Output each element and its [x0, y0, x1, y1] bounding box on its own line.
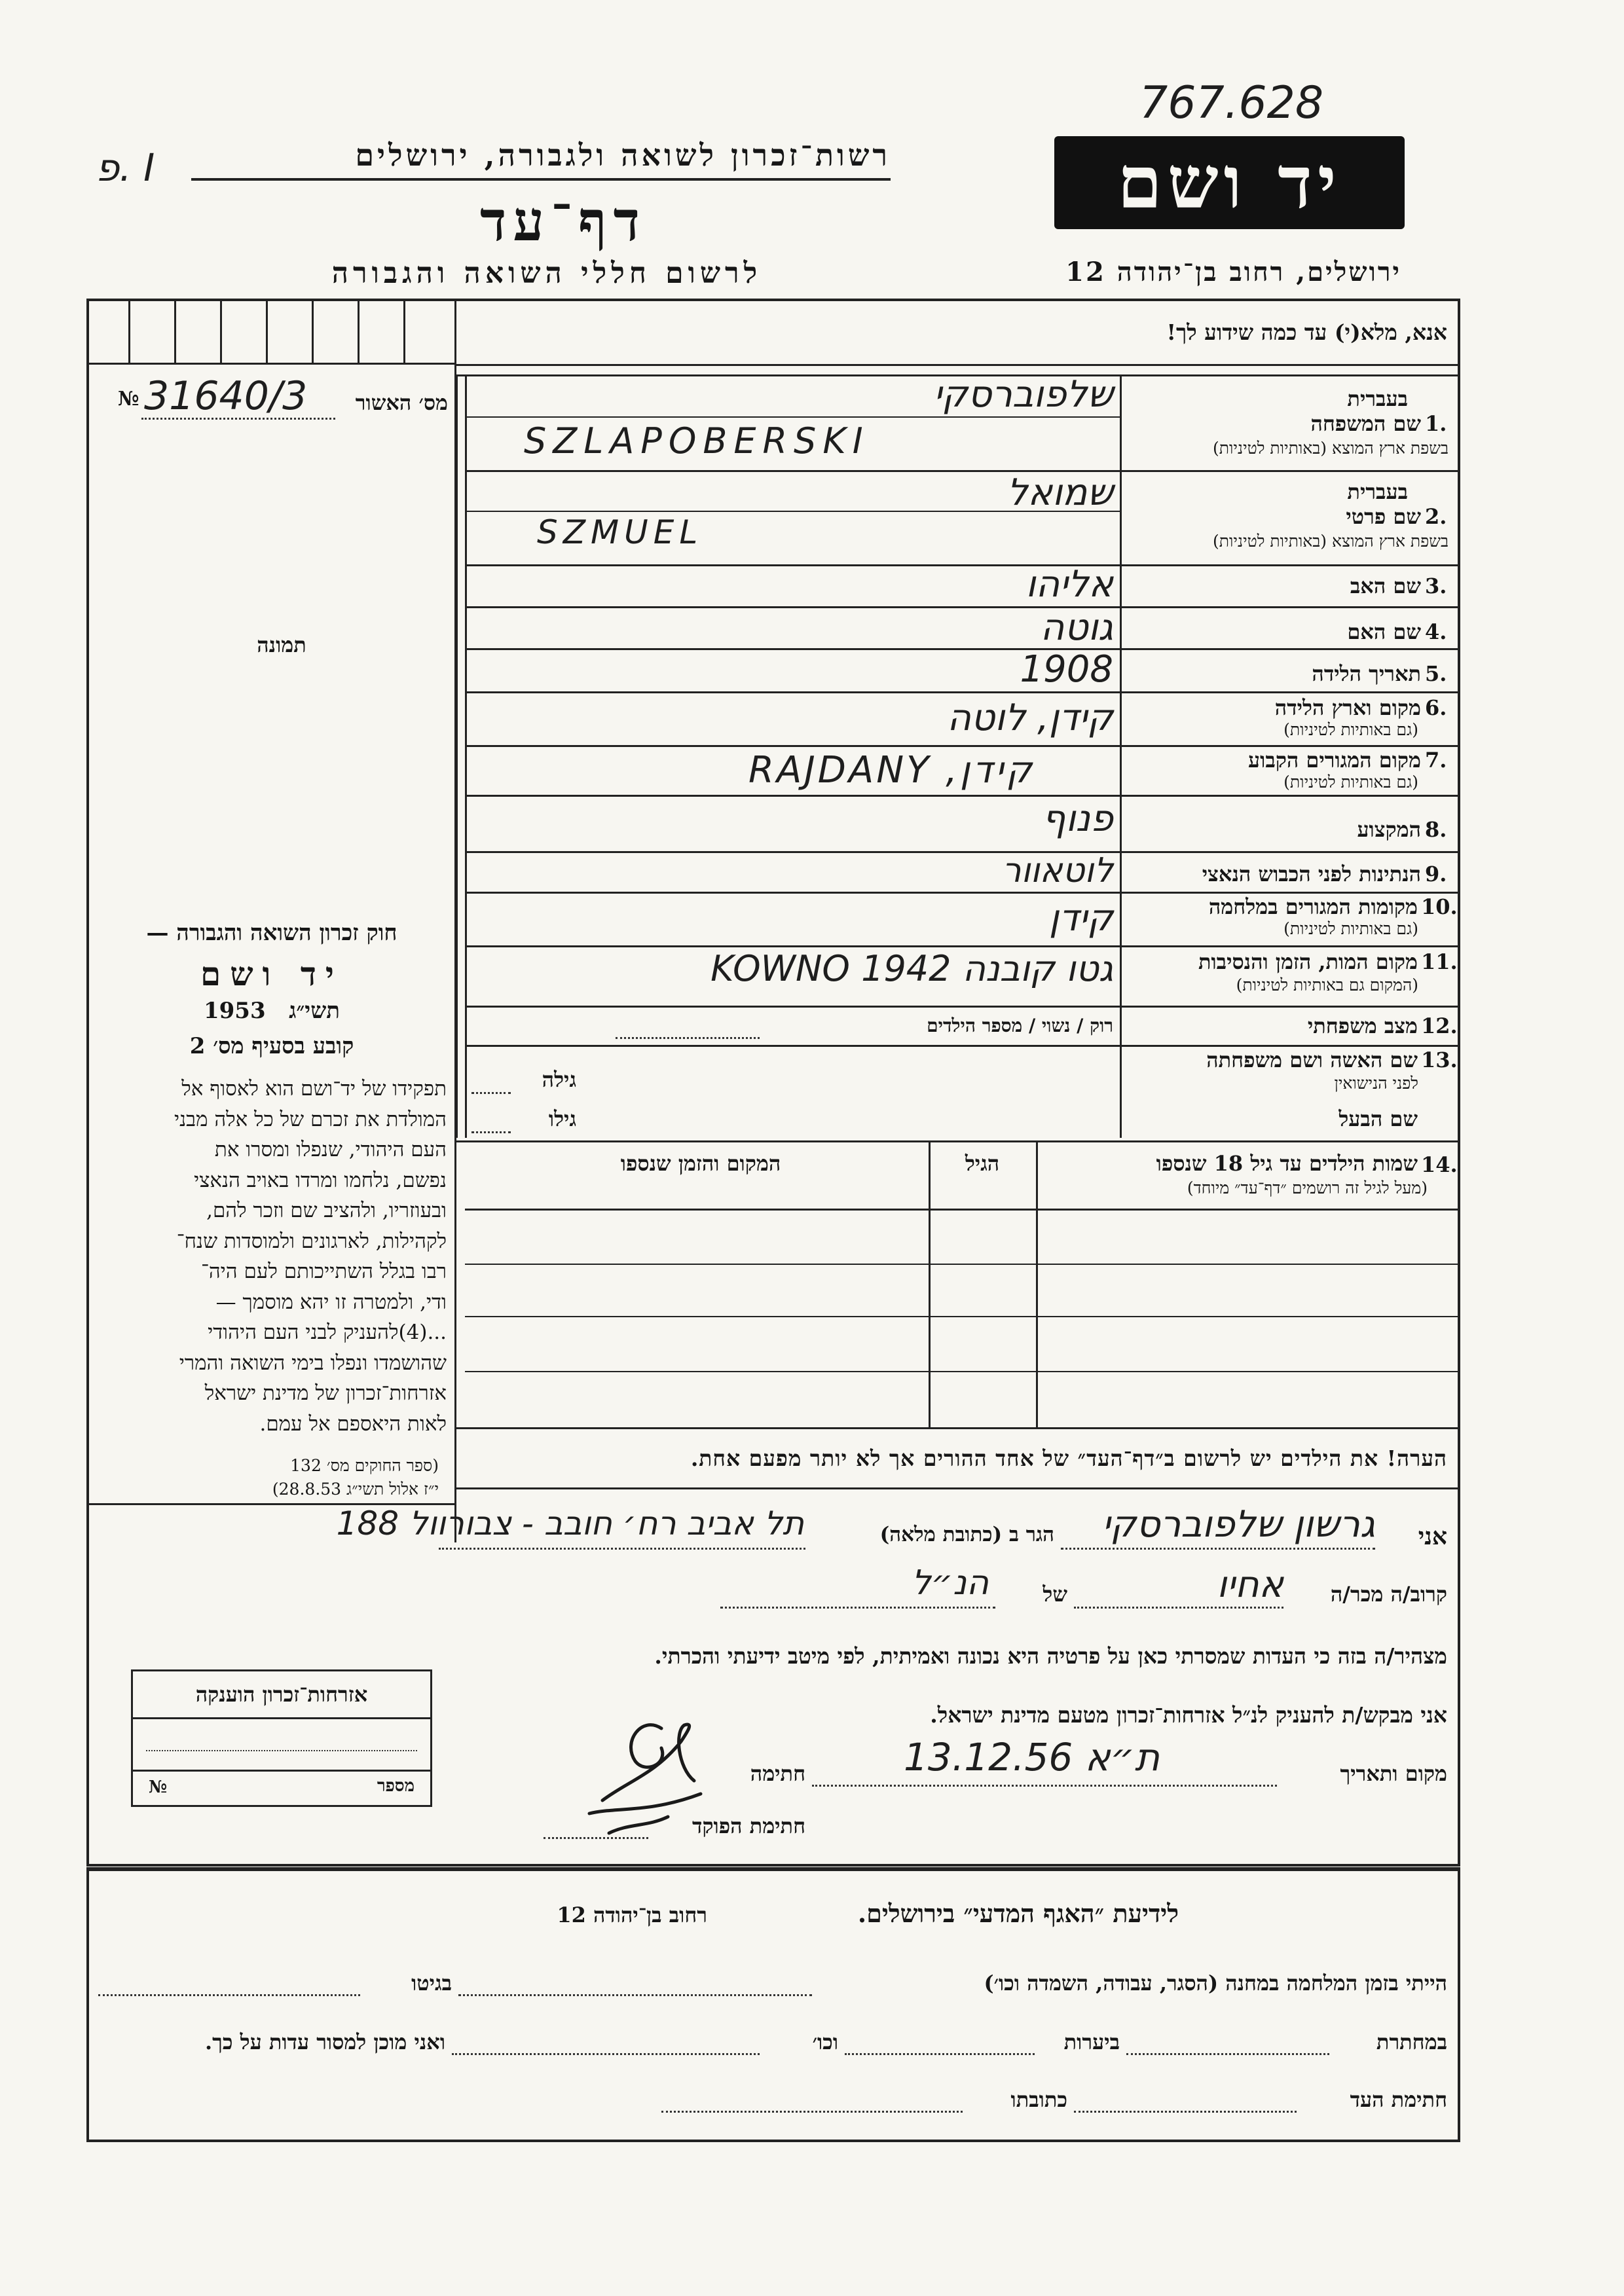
law-line: שהושמדו ונפלו בימי השואה והמרי: [179, 1351, 447, 1375]
handwritten-mark: פ. I: [96, 145, 155, 190]
field-11-num: 11.: [1421, 949, 1458, 974]
children-col-divider-1: [1036, 1140, 1038, 1427]
field-1-tag: בעברית: [1347, 386, 1408, 411]
law-line: לקהילות, לארגונים ולמוסדות שנח־: [176, 1229, 447, 1253]
field-10-num: 10.: [1421, 894, 1458, 919]
law-line: אזרחות־זכרון של מדינת ישראל: [204, 1381, 447, 1405]
field-5-label: תאריך הלידה: [1312, 661, 1421, 686]
citizenship-box-title: אזרחות־זכרון הוענקה: [195, 1682, 368, 1707]
footer-line1-dots-2: [98, 1994, 360, 1996]
footer-title-row: [262, 1899, 1179, 1938]
fields-left-inner: [465, 374, 467, 1138]
field-1-label: שם המשפחה: [1310, 411, 1421, 436]
instruction-divider: [454, 364, 1460, 366]
field-3-num: 3.: [1425, 574, 1447, 598]
footer-line3-dots-a: [1074, 2111, 1297, 2113]
instruction: אנא, מלא(י) עד כמה שידוע לך!: [1166, 319, 1447, 345]
field-5-num: 5.: [1425, 661, 1447, 686]
children-col-age: הגיל: [965, 1151, 1000, 1176]
field-1-latin-value: SZLAPOBERSKI: [524, 420, 870, 462]
footer-line2-a: במחתרת: [1376, 2030, 1447, 2054]
approval-no-line: [141, 418, 335, 420]
place-date-value: 13.12.56 ת״א: [904, 1735, 1160, 1779]
citizenship-box: [131, 1669, 432, 1807]
children-title: שמות הילדים עד גיל 18 שנספו: [1156, 1151, 1418, 1176]
form-title: דף־עד: [479, 189, 646, 253]
declarant-gar-label: הגר ב (כתובת מלאה): [879, 1523, 1054, 1546]
law-title: חוק זכרון השואה והגבורה —: [146, 920, 397, 946]
field-5-value: 1908: [1020, 648, 1113, 691]
label-column-divider: [1120, 374, 1122, 1138]
law-name: יד ושם: [200, 955, 343, 993]
field-7-num: 7.: [1425, 748, 1447, 773]
field-6-value: קידן, לוטה: [947, 697, 1113, 739]
law-line: ובעוזריו, ולהציב שם וזכר להם,: [206, 1199, 447, 1222]
children-col-divider-2: [929, 1140, 931, 1427]
field-1-sub: בשפת ארץ המוצא (באותיות לטיניות): [1213, 439, 1449, 458]
footer-line3-b: כתובתו: [1010, 2087, 1067, 2112]
footer-address: רחוב בן־יהודה 12: [557, 1903, 707, 1927]
field-8-label: המקצוע: [1357, 817, 1421, 842]
handwritten-number: 767.628: [1139, 77, 1324, 129]
approval-no-prefix: №: [118, 388, 139, 410]
relation-line: [1074, 1607, 1283, 1609]
field-3-value: אליהו: [1025, 563, 1113, 606]
field-1-hebrew-value: שלפוברסקי: [933, 373, 1113, 416]
field-6-label: מקום וארץ הלידה: [1274, 695, 1421, 720]
field-13-num: 13.: [1421, 1048, 1458, 1072]
footer-line2-b: ביערות: [1063, 2030, 1120, 2054]
address: ירושלים, רחוב בן־יהודה 12: [1065, 257, 1401, 287]
declarant-name-line: [1061, 1548, 1375, 1550]
field-4-label: שם האם: [1347, 619, 1421, 644]
field-2-sub: בשפת ארץ המוצא (באותיות לטיניות): [1213, 532, 1449, 551]
org-title: רשות־זכרון לשואה ולגבורה, ירושלים: [355, 137, 891, 173]
footer-line3-dots-b: [661, 2111, 963, 2113]
children-num: 14.: [1421, 1152, 1458, 1177]
law-ref: (ספר החוקים מס׳ 132: [290, 1456, 439, 1475]
signature-label: חתימה: [750, 1761, 805, 1786]
yad-vashem-logo: [1054, 136, 1405, 229]
field-12-options: רוק / נשוי / מספר הילדים: [927, 1015, 1113, 1036]
field-8-value: פנוף: [1042, 797, 1113, 840]
org-title-underline: [191, 178, 891, 181]
field-13-sub: לפני הנישואין: [1334, 1074, 1418, 1093]
law-line: העם היהודי, שנפלו ומסרו את: [214, 1138, 447, 1161]
field-7-label: מקום המגורים הקבוע: [1248, 748, 1421, 773]
field-1-num: 1.: [1425, 411, 1447, 436]
field-13-age-label: גילה: [542, 1067, 576, 1092]
field-11-sub: (המקום גם באותיות לטיניות): [1236, 975, 1418, 994]
field-12-num: 12.: [1421, 1013, 1458, 1038]
law-text: [98, 1074, 447, 1439]
declarant-address-line: [439, 1548, 805, 1550]
field-11-value: גטו קובנה 1942 KOWNO: [710, 948, 1113, 989]
note: הערה! את הילדים יש לרשום ב״דף־העד״ של אחד ההורים אך לא יותר מפעם אחת.: [690, 1446, 1447, 1471]
of-line: [720, 1607, 995, 1609]
law-line: רבו בגלל השתייכותם לעם היה־: [200, 1260, 447, 1283]
field-2-tag: בעברית: [1347, 479, 1408, 504]
law-year: 1953: [203, 998, 266, 1024]
children-table-top: [456, 1140, 1460, 1142]
field-3-label: שם האב: [1350, 574, 1421, 598]
footer-title: לידיעת ״האגף המדעי״ בירושלים.: [857, 1899, 1179, 1928]
law-line: לאות היאספם אל עמם.: [259, 1412, 447, 1436]
field-4-num: 4.: [1425, 619, 1447, 644]
law-year-hebrew: תשי״ג: [289, 998, 341, 1024]
field-2-num: 2.: [1425, 504, 1447, 529]
field-12-children-line: [616, 1037, 760, 1039]
relative-label: קרוב/ה מכר/ה: [1330, 1582, 1447, 1607]
officer-line: [544, 1837, 648, 1839]
field-2-hebrew-value: שמואל: [1006, 471, 1113, 514]
field-11-label: מקום המות, הזמן והנסיבות: [1198, 949, 1418, 974]
field-4-value: גוטה: [1040, 606, 1113, 649]
footer-line1-b: בגיטו: [411, 1971, 452, 1995]
law-line: תפקידו של יד־ושם הוא לאסוף אל: [181, 1077, 447, 1101]
request-text: אני מבקש/ת להעניק לנ״ל אזרחות־זכרון מטעם מדינת ישראל.: [930, 1702, 1447, 1728]
of-label: של: [1043, 1582, 1067, 1607]
footer-line1-dots: [458, 1994, 812, 1996]
footer-line2-dots-b: [845, 2053, 1035, 2055]
field-6-sub: (גם באותיות לטיניות): [1283, 720, 1418, 739]
officer-label: חתימת הפוקד: [692, 1813, 805, 1838]
declaration-text: מצהיר/ה בזה כי העדות שמסרתי כאן על פרטיה היא נכונה ואמיתית, לפי מיטב ידיעתי והכרתי.: [654, 1643, 1447, 1669]
law-line: ודי, ולמטרה זו יהא מוסמך —: [215, 1290, 447, 1314]
citizenship-box-no-sign: №: [149, 1777, 168, 1797]
place-date-label: מקום ותאריך: [1340, 1761, 1447, 1786]
field-10-label: מקומות המגורים במלחמה: [1208, 894, 1418, 919]
relation-value: אחיו: [1217, 1563, 1283, 1606]
of-value: הנ״ל: [912, 1563, 989, 1603]
law-section: קובע בסעיף מס׳ 2: [189, 1033, 354, 1059]
law-year-row: [98, 998, 445, 1024]
law-line: נפשם, נלחמו ומרדו באויב הנאצי: [194, 1168, 447, 1192]
field-9-value: לוטאוור: [1002, 851, 1113, 890]
footer-line2-c: וכו׳: [812, 2030, 838, 2054]
logo-text: יד ושם: [1117, 140, 1342, 225]
field-7-value: קידן, RAJDANY: [748, 749, 1035, 792]
footer-line2-d: ואני מוכן למסור עדות על כך.: [204, 2030, 445, 2054]
field-12-label: מצב משפחתי: [1307, 1013, 1418, 1038]
field-13-age-line: [471, 1092, 511, 1094]
approval-no-value: 31640/3: [144, 373, 308, 419]
code-boxes: [89, 301, 454, 364]
field-8-num: 8.: [1425, 817, 1447, 842]
footer-line1-a: הייתי בזמן המלחמה במחנה (הסגר, עבודה, השמדה וכו׳): [984, 1971, 1447, 1995]
law-line: ...(4)להעניק לבני העם היהודי: [208, 1321, 447, 1344]
place-date-line: [812, 1785, 1277, 1787]
field-10-value: קידן: [1048, 897, 1113, 939]
form-subtitle: לרשום חללי השואה והגבורה: [331, 257, 762, 290]
field-10-sub: (גם באותיות לטיניות): [1283, 919, 1418, 938]
field-2-label: שם פרטי: [1346, 504, 1421, 529]
field-9-label: הנתינות לפני הכבוש הנאצי: [1202, 862, 1421, 886]
field-7-sub: (גם באותיות לטיניות): [1283, 773, 1418, 792]
declarant-name-value: גרשון שלפוברסקי: [1102, 1503, 1375, 1546]
citizenship-box-no-label: מספר: [377, 1776, 415, 1796]
photo-label: תמונה: [257, 632, 306, 657]
field-6-num: 6.: [1425, 695, 1447, 720]
declarant-address-value: תל אביב רח׳ חובב - צבורוול 188: [336, 1504, 804, 1542]
field-9-num: 9.: [1425, 862, 1447, 886]
children-col-place: המקום והזמן שנספו: [620, 1151, 781, 1176]
footer-line3-a: חתימת העד: [1350, 2087, 1447, 2112]
children-sub: (מעל לגיל זה רושמים ״דף־עד״ מיוחד): [1187, 1178, 1428, 1197]
husband-age-line: [471, 1131, 511, 1133]
footer-line2-dots-c: [452, 2053, 760, 2055]
footer-line2-dots-a: [1126, 2053, 1329, 2055]
husband-age-label: גילו: [548, 1106, 576, 1131]
field-2-latin-value: SZMUEL: [537, 513, 703, 551]
approval-label: מס׳ האשור: [355, 390, 448, 415]
field-13-label: שם האשה ושם משפחתה: [1206, 1048, 1418, 1072]
husband-label: שם הבעל: [1338, 1106, 1418, 1131]
declarant-ani: אני: [1418, 1523, 1447, 1550]
law-ref-date: י״ז אלול תשי״ג 28.8.53): [272, 1480, 439, 1499]
law-line: המולדת את זכרם של כל אלה מבני: [174, 1107, 447, 1131]
